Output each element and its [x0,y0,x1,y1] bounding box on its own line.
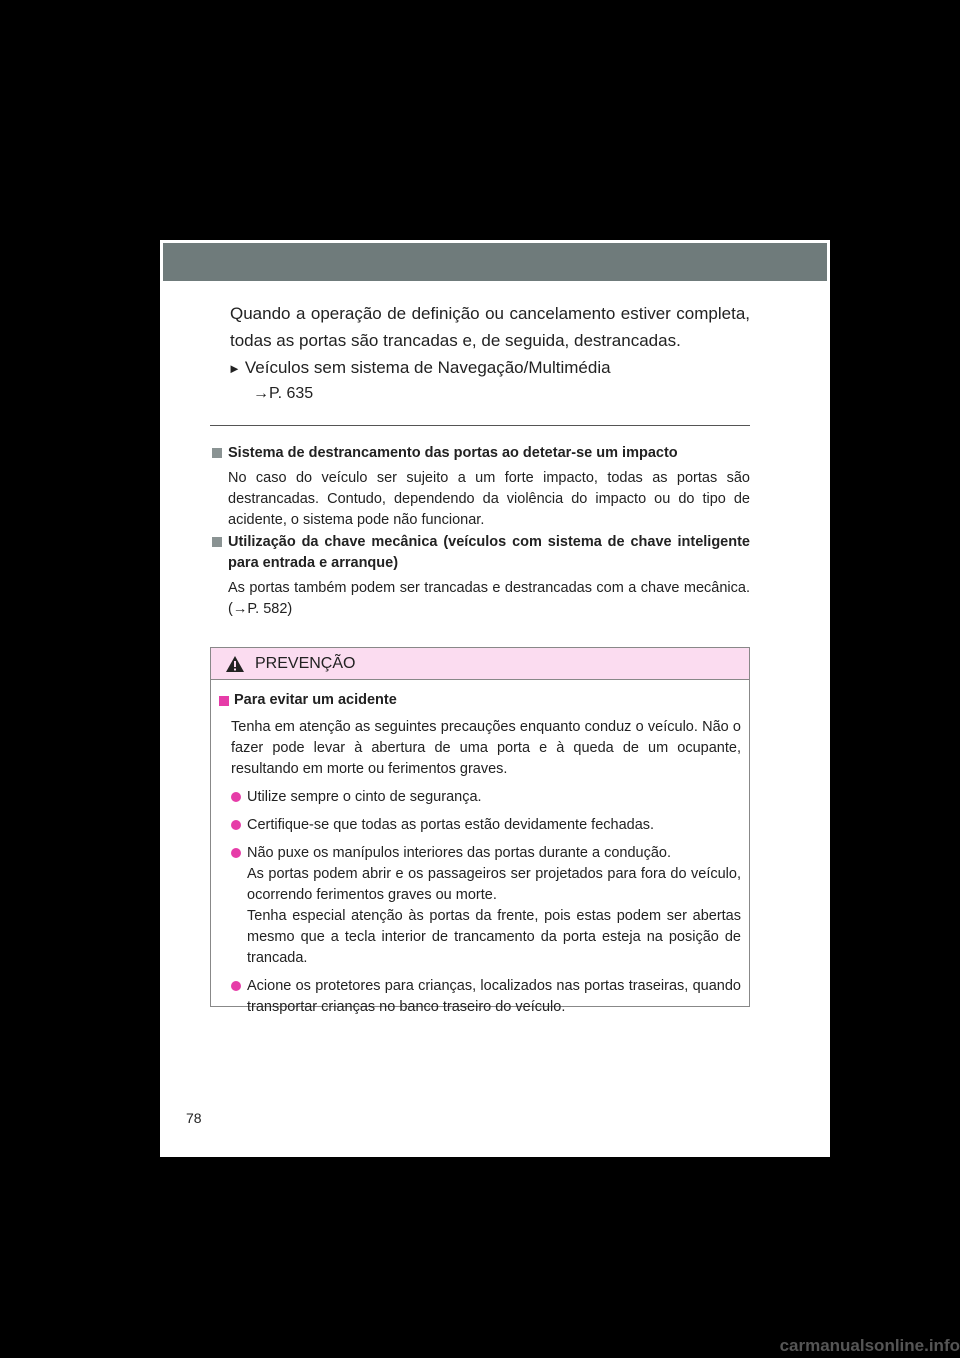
square-bullet-icon [212,448,222,458]
warning-bullet [219,843,741,969]
page-reference[interactable]: →P. 635 [253,385,314,402]
circle-bullet-icon [231,981,241,991]
note-body: No caso do veículo ser sujeito a um forte impacto, todas as portas são destrancadas. Contudo, dependendo da violência do impacto ou do tipo de acidente, o sistema pode não funcionar. [228,470,750,528]
note-title: Sistema de destrancamento das portas ao detetar-se um impacto [228,445,678,461]
note-body: As portas também podem ser trancadas e destrancadas com a chave mecânica. (→P. 582) [228,580,750,617]
intro-text: Quando a operação de definição ou cancelamento estiver completa, todas as portas são trancadas e, de seguida, destrancadas. [230,304,750,350]
warning-box [210,647,750,1015]
warning-header [211,648,749,680]
circle-bullet-icon [231,820,241,830]
warning-bullet [219,976,741,1018]
warning-bullet [219,815,741,836]
warning-header-text: PREVENÇÃO [255,654,356,672]
warning-title: Para evitar um acidente [234,692,397,708]
vehicle-line-text: Veículos sem sistema de Navegação/Multimédia [244,358,611,377]
bullet-text: Certifique-se que todas as portas estão devidamente fechadas. [247,817,655,833]
bullet-text: Utilize sempre o cinto de segurança. [247,789,482,805]
warning-bullet [219,787,741,808]
note-title: Utilização da chave mecânica (veículos com sistema de chave inteligente para entrada e arranque) [228,534,750,571]
square-bullet-icon [219,696,229,706]
circle-bullet-icon [231,848,241,858]
warning-triangle-icon [225,655,245,673]
note-mechanical-key [212,532,750,620]
circle-bullet-icon [231,792,241,802]
note-impact-unlock [212,443,750,531]
divider [210,425,750,426]
bullet-text: Não puxe os manípulos interiores das portas durante a condução. As portas podem abrir e os passageiros ser projetados para fora do veículo, ocorrendo ferimentos graves ou morte. Tenha especial atenção às portas da frente, pois estas podem ser abertas mesmo que a tecla interior de trancamento da porta esteja na posição de trancada. [247,845,741,966]
warning-intro: Tenha em atenção as seguintes precauções enquanto conduz o veículo. Não o fazer pode levar à abertura de uma porta e à queda de um ocupante, resultando em morte ou ferimentos graves. [231,719,741,777]
header-bar [163,243,827,281]
bullet-text: Acione os protetores para crianças, localizados nas portas traseiras, quando transportar crianças no banco traseiro do veículo. [247,978,741,1015]
watermark: carmanualsonline.info [779,1336,960,1355]
triangle-right-icon: ► [228,361,241,376]
vehicle-line [228,358,611,378]
manual-page [160,240,830,1157]
page-number: 78 [186,1110,202,1126]
square-bullet-icon [212,537,222,547]
